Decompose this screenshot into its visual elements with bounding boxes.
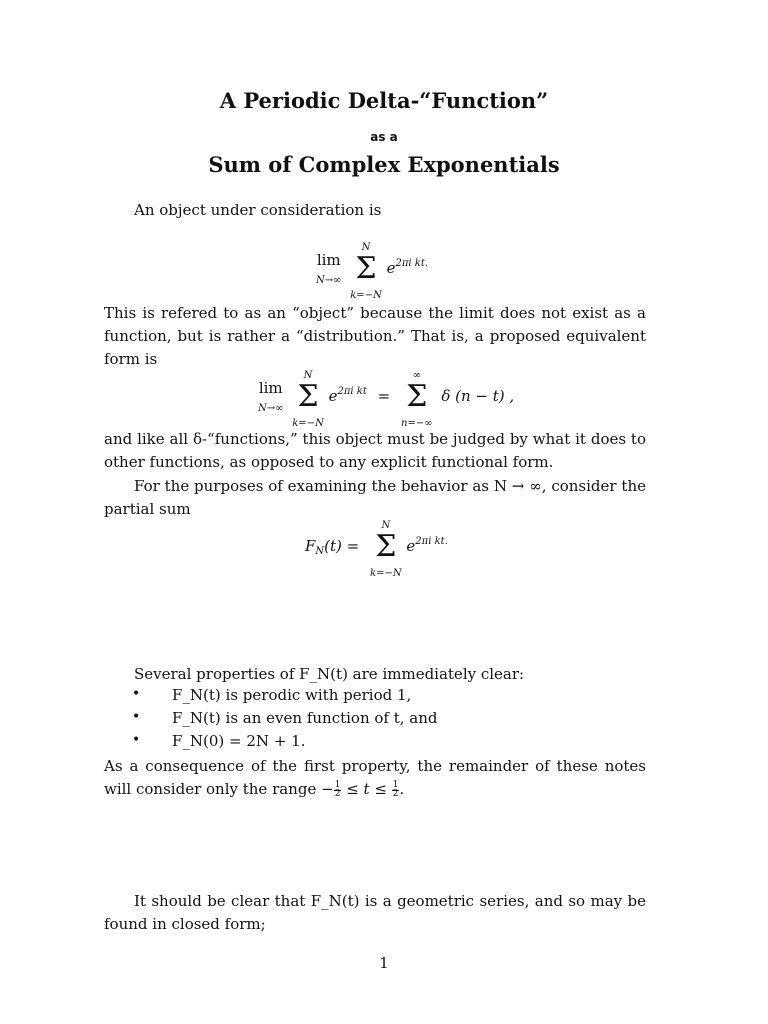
half-fraction bbox=[334, 781, 342, 799]
eq3-sum-bot: k=−N bbox=[370, 568, 402, 579]
paragraph-geometric: It should be clear that F_N(t) is a geometric series, and so may be found in closed form; bbox=[104, 892, 646, 933]
equation-3 bbox=[305, 514, 448, 580]
eq1-sum bbox=[350, 236, 382, 302]
paragraph-delta: and like all δ-“functions,” this object must be judged by what it does to other functions, as opposed to any explicit functional form. bbox=[104, 430, 646, 471]
eq1-term: e bbox=[386, 259, 396, 277]
page-subtitle: Sum of Complex Exponentials bbox=[208, 152, 560, 177]
paragraph-partial: For the purposes of examining the behavior as N → ∞, consider the partial sum bbox=[104, 477, 646, 518]
eq3-trail: . bbox=[444, 536, 448, 547]
eq2-sum2-bot: n=−∞ bbox=[401, 418, 433, 429]
equation-2 bbox=[258, 364, 514, 430]
bullet-3-marker: • bbox=[132, 732, 141, 748]
range-trail: . bbox=[399, 780, 405, 798]
bullet-2-text: F_N(t) is an even function of t, and bbox=[172, 709, 438, 727]
bullet-1-marker: • bbox=[132, 686, 141, 702]
paragraph-range bbox=[104, 755, 646, 801]
eq2-rhs: δ (n − t) , bbox=[441, 387, 515, 405]
paragraph-intro: An object under consideration is bbox=[134, 201, 382, 219]
eq2-lim-sub: N→∞ bbox=[258, 403, 284, 414]
eq3-term: e bbox=[406, 537, 416, 555]
range-neg: − bbox=[321, 780, 334, 798]
eq1-exp: 2πi kt bbox=[395, 258, 425, 269]
eq3-lhs-sub: N bbox=[315, 546, 325, 557]
eq3-sum-top: N bbox=[381, 520, 391, 531]
half-den-2: 2 bbox=[392, 789, 399, 799]
eq2-limit bbox=[258, 379, 283, 415]
sigma-symbol: Σ bbox=[406, 379, 428, 414]
page-title: A Periodic Delta-“Function” bbox=[219, 88, 549, 113]
range-text: As a consequence of the first property, the remainder of these notes will consider only the range bbox=[104, 757, 646, 798]
half-den: 2 bbox=[334, 789, 341, 799]
bullet-1-text: F_N(t) is perodic with period 1, bbox=[172, 686, 412, 704]
eq1-trail: . bbox=[424, 258, 429, 269]
sigma-symbol: Σ bbox=[375, 529, 397, 564]
eq3-exp: 2πi kt bbox=[415, 536, 445, 547]
eq1-limit bbox=[316, 251, 341, 287]
title-connector: as a bbox=[370, 130, 398, 144]
half-num: 1 bbox=[334, 780, 341, 790]
range-mid: ≤ t ≤ bbox=[346, 780, 387, 798]
eq2-sum-bot: k=−N bbox=[292, 418, 324, 429]
eq2-exp: 2πi kt bbox=[337, 386, 367, 397]
eq2-term: e bbox=[328, 387, 338, 405]
bullet-3-text: F_N(0) = 2N + 1. bbox=[172, 732, 306, 750]
paragraph-object: This is refered to as an “object” because the limit does not exist as a function, but is rather a “distribution.” That is, a proposed equivalent form is bbox=[104, 304, 646, 368]
eq2-lim-text: lim bbox=[258, 379, 283, 397]
eq1-lim-text: lim bbox=[316, 251, 341, 269]
eq2-equals: = bbox=[377, 387, 391, 405]
paragraph-properties: Several properties of F_N(t) are immediately clear: bbox=[134, 665, 525, 683]
eq3-lhs: F bbox=[305, 537, 316, 555]
sigma-symbol: Σ bbox=[355, 251, 377, 286]
eq2-sum2 bbox=[401, 364, 433, 430]
eq2-sum2-top: ∞ bbox=[412, 370, 421, 381]
sigma-symbol: Σ bbox=[297, 379, 319, 414]
eq1-sum-bot: k=−N bbox=[350, 290, 382, 301]
eq3-lhs-arg: (t) = bbox=[324, 537, 360, 555]
eq2-sum-top: N bbox=[303, 370, 313, 381]
equation-1 bbox=[316, 236, 428, 302]
eq1-lim-sub: N→∞ bbox=[316, 275, 342, 286]
half-num-2: 1 bbox=[392, 780, 399, 790]
eq1-sum-top: N bbox=[361, 242, 371, 253]
eq3-sum bbox=[370, 514, 402, 580]
eq2-sum bbox=[292, 364, 324, 430]
page-number: 1 bbox=[379, 954, 389, 972]
bullet-2-marker: • bbox=[132, 709, 141, 725]
